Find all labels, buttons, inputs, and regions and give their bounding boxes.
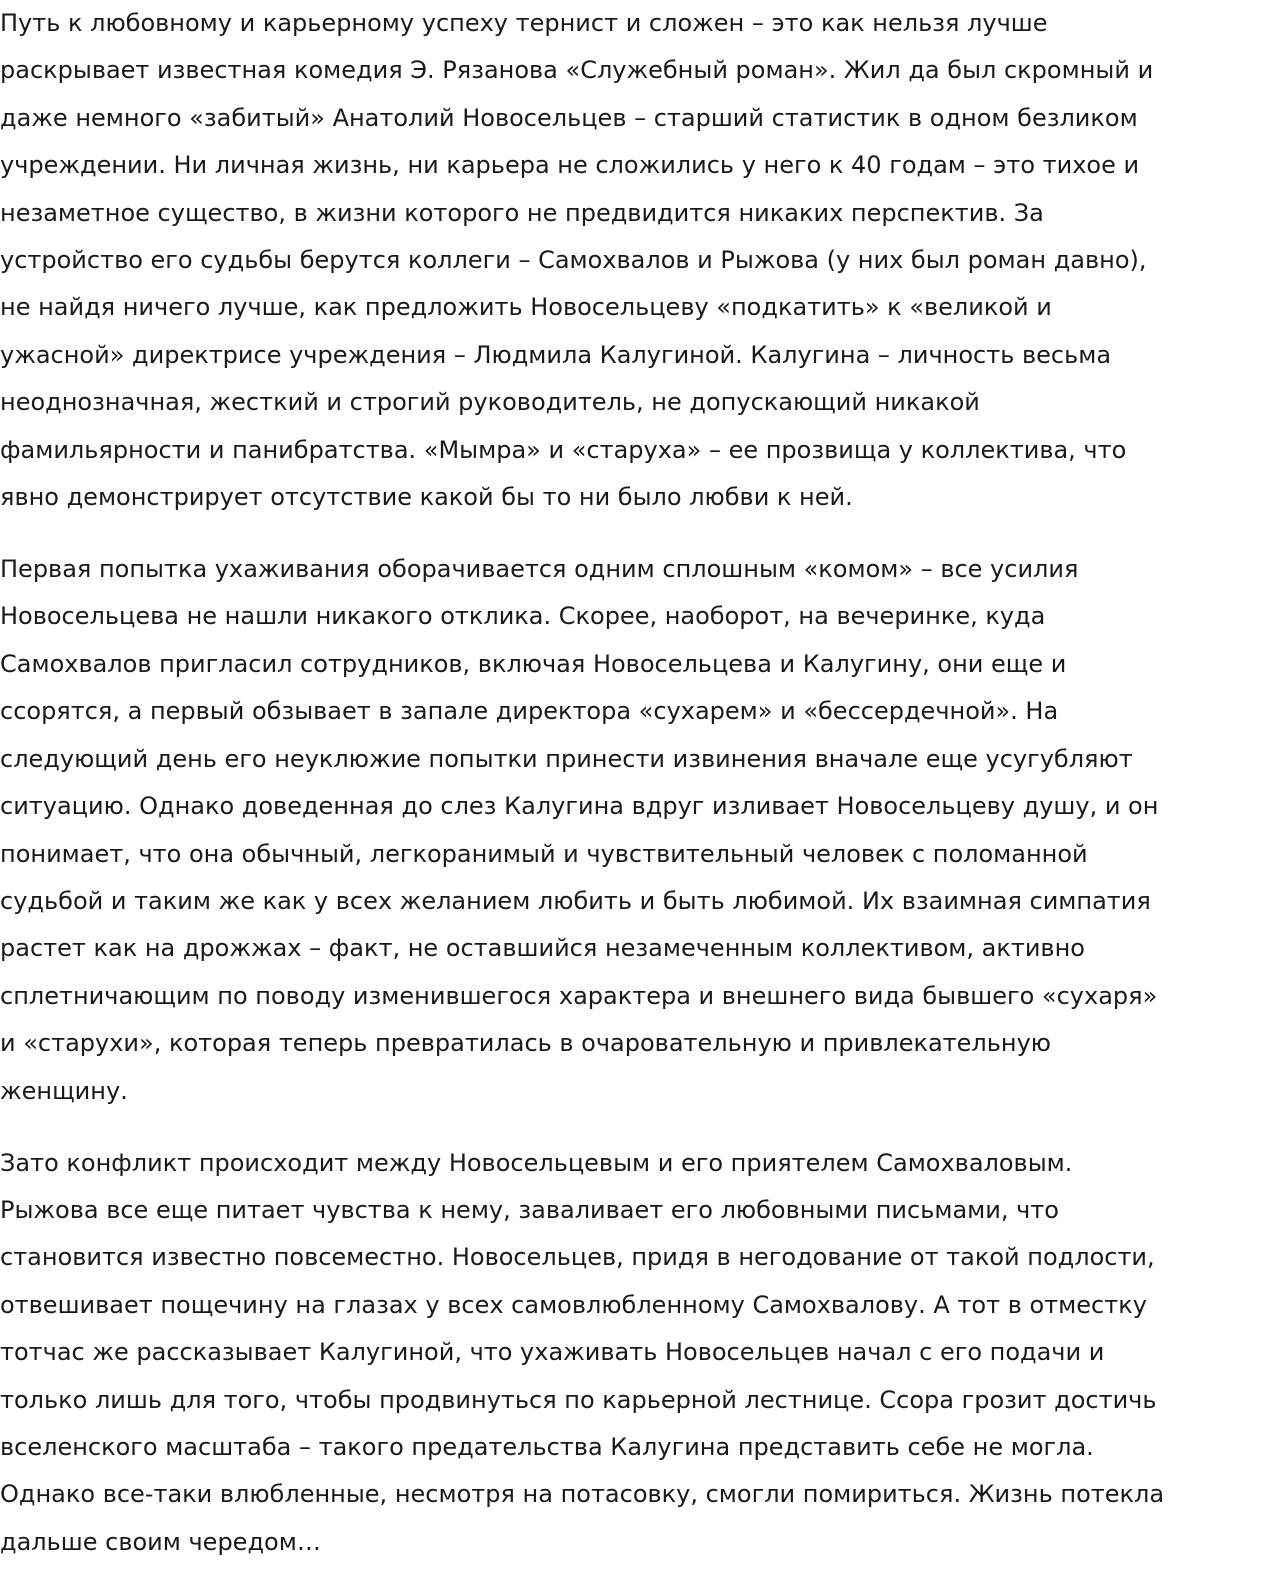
text-line: тотчас же рассказывает Калугиной, что ухаживать Новосельцев начал с его подачи и (0, 1338, 1105, 1367)
text-line: следующий день его неуклюжие попытки принести извинения вначале еще усугубляют (0, 744, 1133, 773)
text-line: даже немного «забитый» Анатолий Новосельцев – старший статистик в одном безликом (0, 103, 1138, 132)
text-line: фамильярности и панибратства. «Мымра» и «старуха» – ее прозвища у коллектива, что (0, 435, 1127, 464)
paragraph-1 (0, 0, 1262, 521)
text-line: устройство его судьбы берутся коллеги – Самохвалов и Рыжова (у них был роман давно), (0, 246, 1147, 275)
text-line: сплетничающим по поводу изменившегося характера и внешнего вида бывшего «сухаря» (0, 981, 1158, 1010)
text-line: учреждении. Ни личная жизнь, ни карьера не сложились у него к 40 годам – это тихое и (0, 151, 1140, 180)
text-line: дальше своим чередом… (0, 1527, 321, 1556)
text-line: отвешивает пощечину на глазах у всех самовлюбленному Самохвалову. А тот в отместку (0, 1290, 1147, 1319)
text-line: понимает, что она обычный, легкоранимый и чувствительный человек с поломанной (0, 839, 1088, 868)
text-line: Новосельцева не нашли никакого отклика. Скорее, наоборот, на вечеринке, куда (0, 602, 1046, 631)
text-line: и «старухи», которая теперь превратилась в очаровательную и привлекательную (0, 1029, 1052, 1058)
text-line: Зато конфликт происходит между Новосельцевым и его приятелем Самохваловым. (0, 1148, 1073, 1177)
text-line: Самохвалов пригласил сотрудников, включая Новосельцева и Калугину, они еще и (0, 649, 1067, 678)
paragraph-2 (0, 546, 1262, 1115)
text-line: раскрывает известная комедия Э. Рязанова «Служебный роман». Жил да был скромный и (0, 56, 1154, 85)
text-line: не найдя ничего лучше, как предложить Новосельцеву «подкатить» к «великой и (0, 293, 1052, 322)
text-line: явно демонстрирует отсутствие какой бы то ни было любви к ней. (0, 483, 853, 512)
text-line: незаметное существо, в жизни которого не предвидится никаких перспектив. За (0, 198, 1044, 227)
text-line: ситуацию. Однако доведенная до слез Калугина вдруг изливает Новосельцеву душу, и он (0, 792, 1159, 821)
text-line: растет как на дрожжах – факт, не оставшийся незамеченным коллективом, активно (0, 934, 1085, 963)
text-line: Путь к любовному и карьерному успеху тернист и сложен – это как нельзя лучше (0, 9, 1048, 37)
text-line: ужасной» директрисе учреждения – Людмила Калугиной. Калугина – личность весьма (0, 340, 1112, 369)
text-line: Однако все-таки влюбленные, несмотря на потасовку, смогли помириться. Жизнь потекла (0, 1480, 1165, 1509)
text-line: Рыжова все еще питает чувства к нему, заваливает его любовными письмами, что (0, 1195, 1059, 1224)
text-line: неоднозначная, жесткий и строгий руководитель, не допускающий никакой (0, 388, 980, 417)
text-line: становится известно повсеместно. Новосельцев, придя в негодование от такой подлости, (0, 1243, 1155, 1272)
text-line: судьбой и таким же как у всех желанием любить и быть любимой. Их взаимная симпатия (0, 886, 1151, 915)
text-line: вселенского масштаба – такого предательства Калугина представить себе не могла. (0, 1432, 1094, 1461)
text-line: ссорятся, а первый обзывает в запале директора «сухарем» и «бессердечной». На (0, 697, 1059, 726)
paragraph-3 (0, 1140, 1262, 1567)
text-line: Первая попытка ухаживания оборачивается одним сплошным «комом» – все усилия (0, 555, 1079, 584)
text-line: только лишь для того, чтобы продвинуться по карьерной лестнице. Ссора грозит достичь (0, 1385, 1157, 1414)
text-line: женщину. (0, 1076, 128, 1105)
